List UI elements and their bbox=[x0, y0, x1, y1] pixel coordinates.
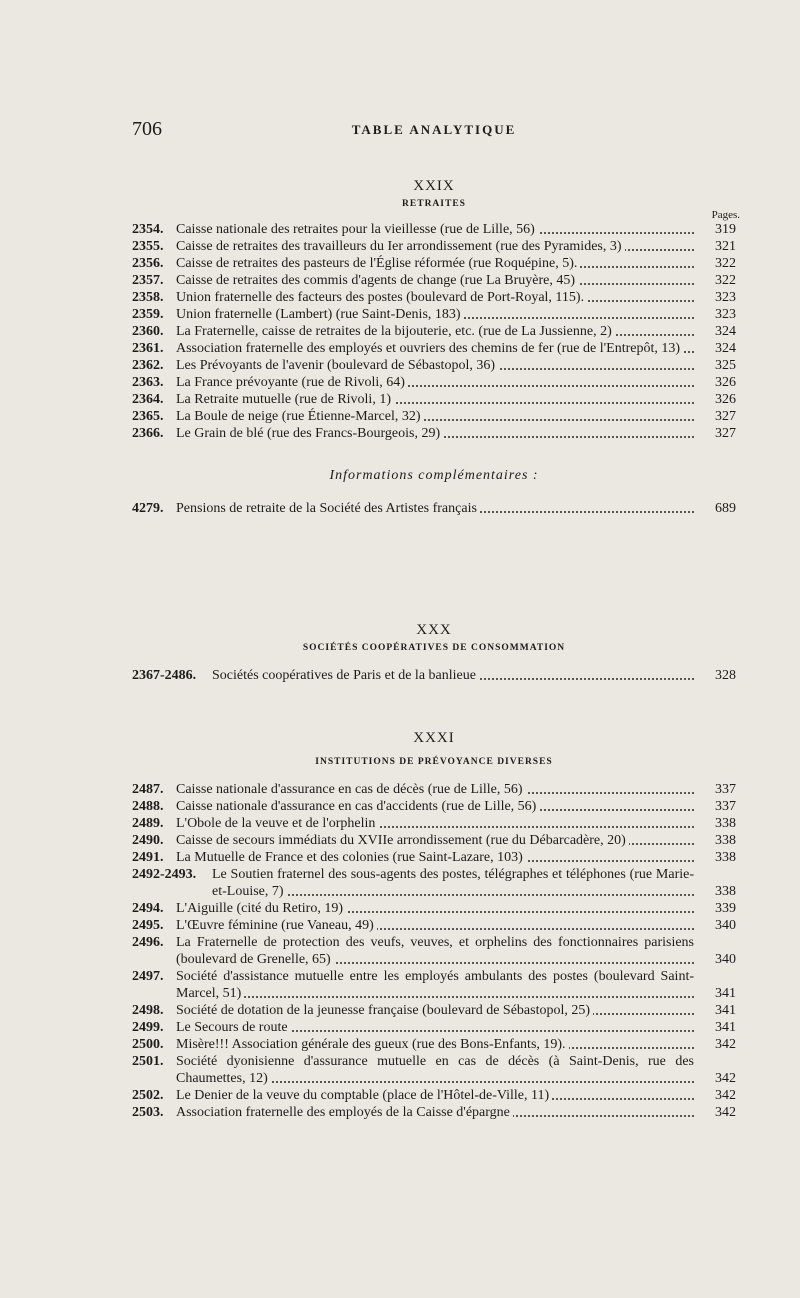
entry-page: 326 bbox=[700, 374, 736, 391]
entry-page: 328 bbox=[700, 667, 736, 684]
toc-entry bbox=[132, 1053, 736, 1087]
entry-page: 326 bbox=[700, 391, 736, 408]
entry-page: 342 bbox=[700, 1087, 736, 1104]
entry-list bbox=[132, 781, 736, 1121]
entry-number: 2490. bbox=[132, 833, 164, 848]
entry-body bbox=[176, 238, 736, 255]
toc-entry bbox=[132, 391, 736, 408]
entry-number: 2497. bbox=[132, 969, 164, 984]
entry-body bbox=[176, 832, 736, 849]
entry-page: 341 bbox=[700, 985, 736, 1002]
toc-entry bbox=[132, 408, 736, 425]
entry-page: 323 bbox=[700, 306, 736, 323]
dot-leader bbox=[176, 996, 694, 998]
entry-title: Sociétés coopératives de Paris et de la banlieue bbox=[212, 668, 479, 683]
entry-body bbox=[176, 272, 736, 289]
info-entry-list bbox=[132, 500, 736, 517]
entry-body bbox=[176, 221, 736, 238]
entry-title: Association fraternelle des employés de la Caisse d'épargne bbox=[176, 1105, 513, 1120]
entry-title: Caisse nationale d'assurance en cas de décès (rue de Lille, 56) bbox=[176, 782, 526, 797]
toc-entry bbox=[132, 900, 736, 917]
entry-body bbox=[176, 425, 736, 442]
section-title: INSTITUTIONS DE PRÉVOYANCE DIVERSES bbox=[315, 757, 553, 767]
toc-entry bbox=[132, 866, 736, 900]
toc-entry bbox=[132, 667, 736, 684]
entry-body bbox=[176, 1019, 736, 1036]
entry-page: 321 bbox=[700, 238, 736, 255]
entry-title: Le Denier de la veuve du comptable (place de l'Hôtel-de-Ville, 11) bbox=[176, 1088, 552, 1103]
entry-page: 340 bbox=[700, 917, 736, 934]
toc-entry bbox=[132, 1002, 736, 1019]
entry-number: 2366. bbox=[132, 426, 164, 441]
entry-title: L'Aiguille (cité du Retiro, 19) bbox=[176, 901, 346, 916]
entry-body bbox=[176, 357, 736, 374]
toc-entry bbox=[132, 798, 736, 815]
entry-title: Union fraternelle des facteurs des postes (boulevard de Port-Royal, 115). bbox=[176, 290, 587, 305]
entry-number: 2492-2493. bbox=[132, 867, 197, 882]
entry-number: 2503. bbox=[132, 1105, 164, 1120]
entry-title: Société de dotation de la jeunesse française (boulevard de Sébastopol, 25) bbox=[176, 1003, 593, 1018]
entry-body bbox=[176, 849, 736, 866]
entry-title: Association fraternelle des employés et ouvriers des chemins de fer (rue de l'Entrepôt, 13) bbox=[176, 341, 683, 356]
entry-title: La Fraternelle, caisse de retraites de la bijouterie, etc. (rue de La Jussienne, 2) bbox=[176, 324, 615, 339]
entry-number: 4279. bbox=[132, 501, 164, 516]
toc-entry bbox=[132, 500, 736, 517]
entry-body bbox=[212, 866, 736, 900]
entry-page: 339 bbox=[700, 900, 736, 917]
toc-entry bbox=[132, 917, 736, 934]
toc-entry bbox=[132, 934, 736, 968]
entry-body bbox=[176, 408, 736, 425]
entry-body bbox=[176, 323, 736, 340]
pages-column-label: Pages. bbox=[711, 209, 740, 221]
entry-page: 327 bbox=[700, 408, 736, 425]
toc-entry bbox=[132, 374, 736, 391]
section-number: XXIX bbox=[413, 178, 455, 194]
section-title: RETRAITES bbox=[402, 199, 466, 209]
toc-entry bbox=[132, 272, 736, 289]
section-number: XXX bbox=[416, 622, 452, 638]
entry-body bbox=[176, 1053, 736, 1087]
entry-page: 324 bbox=[700, 323, 736, 340]
entry-body bbox=[176, 815, 736, 832]
entry-number: 2365. bbox=[132, 409, 164, 424]
entry-title: Le Grain de blé (rue des Francs-Bourgeois, 29) bbox=[176, 426, 443, 441]
entry-page: 338 bbox=[700, 883, 736, 900]
entry-page: 327 bbox=[700, 425, 736, 442]
entry-body bbox=[176, 1002, 736, 1019]
entry-page: 338 bbox=[700, 849, 736, 866]
entry-title: La Mutuelle de France et des colonies (rue Saint-Lazare, 103) bbox=[176, 850, 526, 865]
entry-number: 2494. bbox=[132, 901, 164, 916]
entry-body bbox=[176, 1104, 736, 1121]
entry-number: 2491. bbox=[132, 850, 164, 865]
entry-number: 2500. bbox=[132, 1037, 164, 1052]
entry-title: Société dyonisienne d'assurance mutuelle en cas de décès (à Saint-Denis, rue des Chaumettes, 12) bbox=[176, 1054, 694, 1086]
entry-number: 2356. bbox=[132, 256, 164, 271]
entry-number: 2367-2486. bbox=[132, 668, 197, 683]
entry-page: 337 bbox=[700, 781, 736, 798]
toc-entry bbox=[132, 1087, 736, 1104]
entry-page: 324 bbox=[700, 340, 736, 357]
entry-page: 322 bbox=[700, 255, 736, 272]
entry-body bbox=[176, 798, 736, 815]
toc-entry bbox=[132, 221, 736, 238]
toc-entry bbox=[132, 238, 736, 255]
entry-body bbox=[176, 340, 736, 357]
entry-number: 2354. bbox=[132, 222, 164, 237]
page-number: 706 bbox=[132, 118, 162, 140]
entry-title: Caisse de retraites des commis d'agents de change (rue La Bruyère, 45) bbox=[176, 273, 578, 288]
entry-page: 689 bbox=[700, 500, 736, 517]
entry-title: La France prévoyante (rue de Rivoli, 64) bbox=[176, 375, 408, 390]
entry-page: 338 bbox=[700, 815, 736, 832]
toc-entry bbox=[132, 425, 736, 442]
entry-title: Union fraternelle (Lambert) (rue Saint-Denis, 183) bbox=[176, 307, 464, 322]
entry-body bbox=[176, 255, 736, 272]
entry-number: 2502. bbox=[132, 1088, 164, 1103]
entry-body bbox=[176, 374, 736, 391]
entry-body bbox=[176, 391, 736, 408]
entry-body bbox=[176, 289, 736, 306]
toc-entry bbox=[132, 306, 736, 323]
toc-entry bbox=[132, 323, 736, 340]
entry-number: 2357. bbox=[132, 273, 164, 288]
entry-list bbox=[132, 221, 736, 442]
entry-page: 342 bbox=[700, 1104, 736, 1121]
entry-page: 337 bbox=[700, 798, 736, 815]
section-xxx bbox=[132, 622, 736, 684]
running-title: TABLE ANALYTIQUE bbox=[351, 122, 517, 137]
entry-body bbox=[176, 306, 736, 323]
entry-body bbox=[176, 968, 736, 1002]
entry-page: 322 bbox=[700, 272, 736, 289]
entry-body bbox=[176, 781, 736, 798]
entry-number: 2499. bbox=[132, 1020, 164, 1035]
entry-number: 2495. bbox=[132, 918, 164, 933]
entry-list bbox=[132, 667, 736, 684]
entry-title: La Fraternelle de protection des veufs, veuves, et orphelins des fonctionnaires parisiens (boulevard de Grenelle, 65) bbox=[176, 935, 694, 967]
toc-entry bbox=[132, 815, 736, 832]
toc-entry bbox=[132, 340, 736, 357]
entry-number: 2501. bbox=[132, 1054, 164, 1069]
entry-body bbox=[176, 1036, 736, 1053]
entry-title: Caisse de retraites des travailleurs du Ier arrondissement (rue des Pyramides, 3) bbox=[176, 239, 625, 254]
toc-entry bbox=[132, 849, 736, 866]
toc-entry bbox=[132, 289, 736, 306]
entry-number: 2362. bbox=[132, 358, 164, 373]
entry-number: 2496. bbox=[132, 935, 164, 950]
entry-title: Caisse nationale des retraites pour la vieillesse (rue de Lille, 56) bbox=[176, 222, 538, 237]
entry-number: 2363. bbox=[132, 375, 164, 390]
entry-page: 341 bbox=[700, 1002, 736, 1019]
entry-page: 342 bbox=[700, 1036, 736, 1053]
entry-title: Misère!!! Association générale des gueux (rue des Bons-Enfants, 19). bbox=[176, 1037, 569, 1052]
entry-title: La Boule de neige (rue Étienne-Marcel, 32) bbox=[176, 409, 424, 424]
entry-title: La Retraite mutuelle (rue de Rivoli, 1) bbox=[176, 392, 394, 407]
toc-entry bbox=[132, 1036, 736, 1053]
toc-entry bbox=[132, 1019, 736, 1036]
toc-entry bbox=[132, 968, 736, 1002]
entry-body bbox=[176, 917, 736, 934]
entry-number: 2364. bbox=[132, 392, 164, 407]
entry-title: Les Prévoyants de l'avenir (boulevard de Sébastopol, 36) bbox=[176, 358, 498, 373]
entry-body bbox=[176, 934, 736, 968]
entry-number: 2358. bbox=[132, 290, 164, 305]
entry-page: 341 bbox=[700, 1019, 736, 1036]
entry-number: 2488. bbox=[132, 799, 164, 814]
entry-title: L'Obole de la veuve et de l'orphelin bbox=[176, 816, 378, 831]
entry-number: 2359. bbox=[132, 307, 164, 322]
entry-title: Le Secours de route bbox=[176, 1020, 291, 1035]
toc-entry bbox=[132, 255, 736, 272]
entry-title: Caisse de retraites des pasteurs de l'Église réformée (rue Roquépine, 5). bbox=[176, 256, 580, 271]
section-number: XXXI bbox=[413, 730, 455, 746]
entry-number: 2489. bbox=[132, 816, 164, 831]
section-xxxi bbox=[132, 730, 736, 1121]
entry-number: 2360. bbox=[132, 324, 164, 339]
toc-entry bbox=[132, 781, 736, 798]
entry-body bbox=[176, 900, 736, 917]
toc-entry bbox=[132, 357, 736, 374]
info-heading: Informations complémentaires : bbox=[329, 468, 539, 483]
entry-title: Caisse nationale d'assurance en cas d'accidents (rue de Lille, 56) bbox=[176, 799, 539, 814]
entry-title: Le Soutien fraternel des sous-agents des postes, télégraphes et téléphones (rue Marie-et-Louise, 7) bbox=[212, 867, 694, 899]
entry-page: 319 bbox=[700, 221, 736, 238]
entry-body bbox=[176, 500, 736, 517]
entry-title: L'Œuvre féminine (rue Vaneau, 49) bbox=[176, 918, 377, 933]
entry-number: 2487. bbox=[132, 782, 164, 797]
entry-body bbox=[176, 1087, 736, 1104]
entry-page: 340 bbox=[700, 951, 736, 968]
section-xxix bbox=[132, 178, 740, 517]
entry-page: 342 bbox=[700, 1070, 736, 1087]
toc-entry bbox=[132, 832, 736, 849]
entry-page: 323 bbox=[700, 289, 736, 306]
entry-number: 2361. bbox=[132, 341, 164, 356]
entry-number: 2355. bbox=[132, 239, 164, 254]
section-title: SOCIÉTÉS COOPÉRATIVES DE CONSOMMATION bbox=[302, 643, 566, 653]
toc-entry bbox=[132, 1104, 736, 1121]
entry-page: 325 bbox=[700, 357, 736, 374]
entry-title: Caisse de secours immédiats du XVIIe arrondissement (rue du Débarcadère, 20) bbox=[176, 833, 629, 848]
entry-number: 2498. bbox=[132, 1003, 164, 1018]
page-header bbox=[132, 118, 736, 148]
entry-body bbox=[212, 667, 736, 684]
entry-page: 338 bbox=[700, 832, 736, 849]
entry-title: Pensions de retraite de la Société des Artistes français bbox=[176, 501, 480, 516]
entry-title: Société d'assistance mutuelle entre les employés ambulants des postes (boulevard Saint-Marcel, 51) bbox=[176, 969, 694, 1001]
